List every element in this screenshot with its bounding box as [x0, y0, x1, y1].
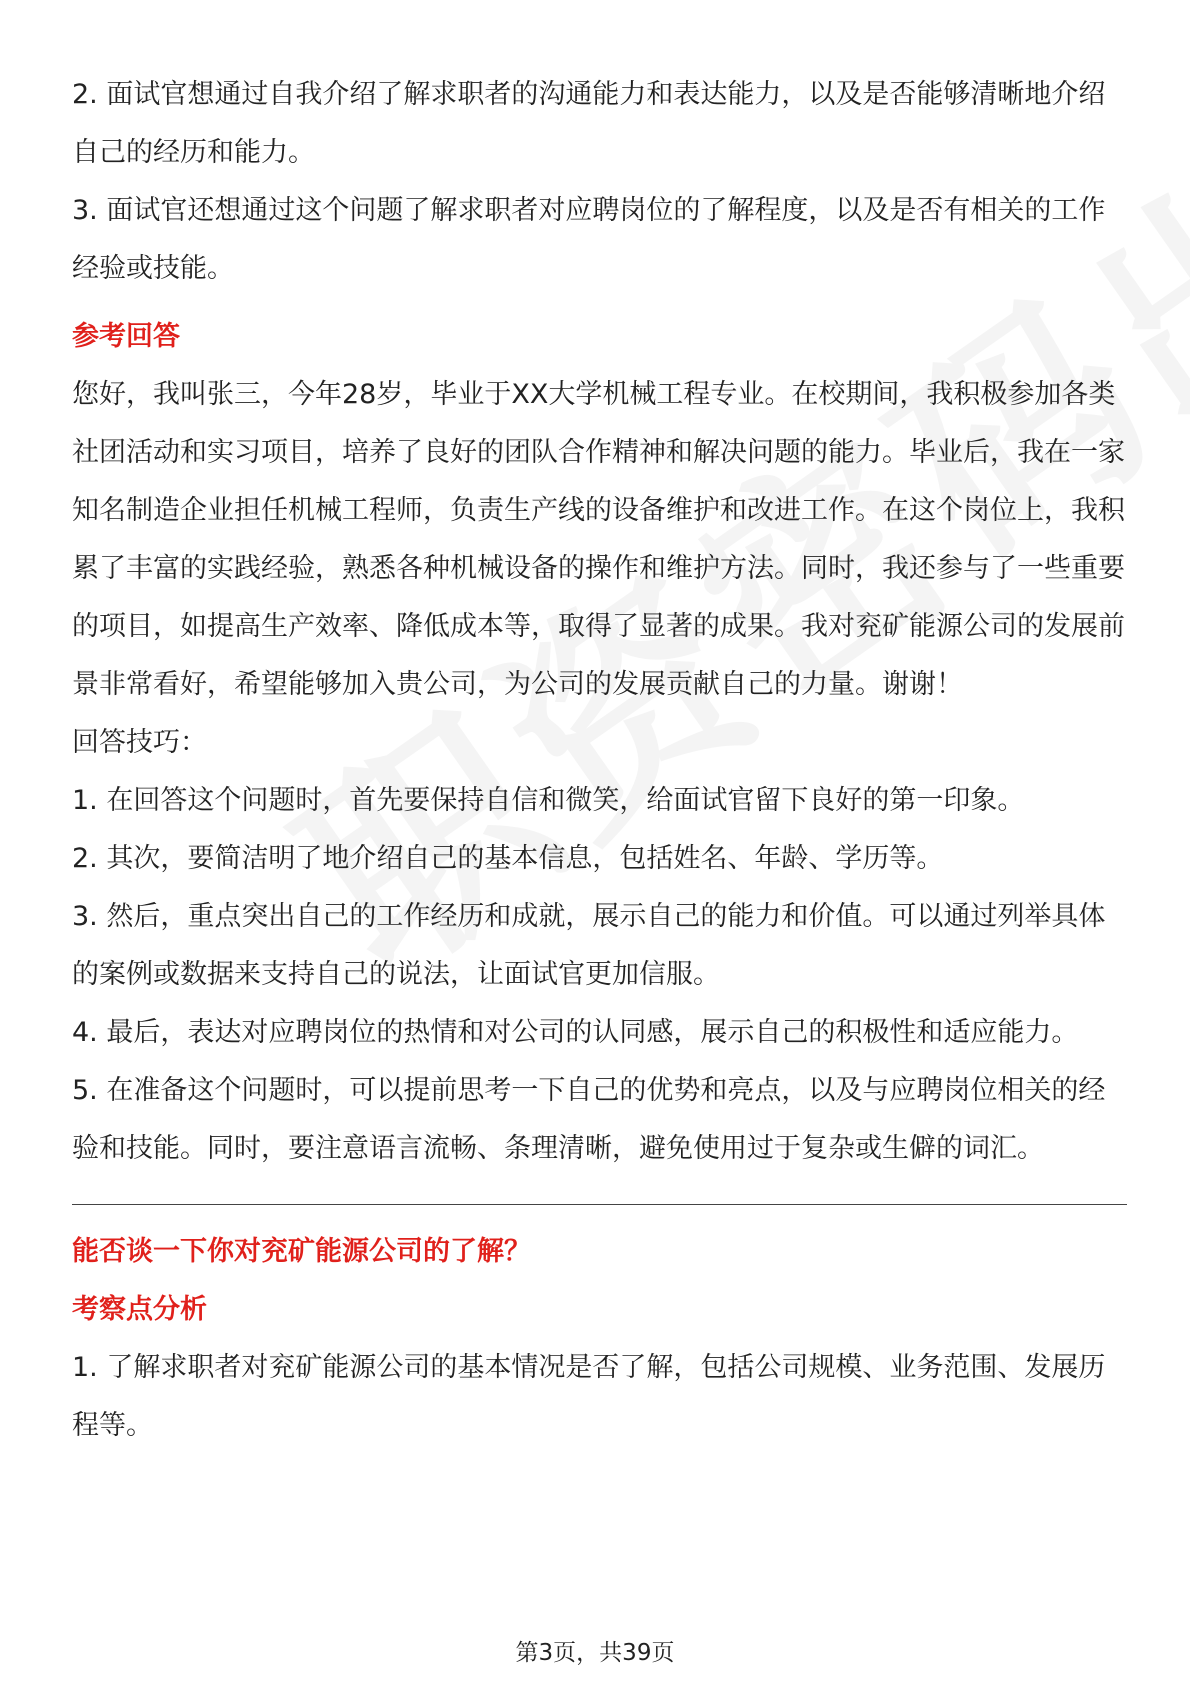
answer-heading: 参考回答 [72, 321, 180, 352]
list-item: 2. 面试官想通过自我介绍了解求职者的沟通能力和表达能力，以及是否能够清晰地介绍自己的经历和能力。 [72, 79, 1106, 168]
document-body [72, 66, 1127, 1455]
answer-paragraph: 您好，我叫张三，今年28岁，毕业于XX大学机械工程专业。在校期间，我积极参加各类社团活动和实习项目，培养了良好的团队合作精神和解决问题的能力。毕业后，我在一家知名制造企业担任机械工程师，负责生产线的设备维护和改进工作。在这个岗位上，我积累了丰富的实践经验，熟悉各种机械设备的操作和维护方法。同时，我还参与了一些重要的项目，如提高生产效率、降低成本等，取得了显著的成果。我对兖矿能源公司的发展前景非常看好，希望能够加入贵公司，为公司的发展贡献自己的力量。谢谢！ [72, 379, 1125, 700]
list-item: 1. 了解求职者对兖矿能源公司的基本情况是否了解，包括公司规模、业务范围、发展历程等。 [72, 1352, 1106, 1441]
list-item: 2. 其次，要简洁明了地介绍自己的基本信息，包括姓名、年龄、学历等。 [72, 843, 944, 874]
question-heading: 能否谈一下你对兖矿能源公司的了解？ [72, 1236, 531, 1267]
tips-label: 回答技巧： [72, 727, 207, 758]
list-item: 4. 最后，表达对应聘岗位的热情和对公司的认同感，展示自己的积极性和适应能力。 [72, 1017, 1079, 1048]
list-item: 5. 在准备这个问题时，可以提前思考一下自己的优势和亮点，以及与应聘岗位相关的经验和技能。同时，要注意语言流畅、条理清晰，避免使用过于复杂或生僻的词汇。 [72, 1075, 1106, 1164]
analysis-heading: 考察点分析 [72, 1294, 207, 1325]
list-item: 1. 在回答这个问题时，首先要保持自信和微笑，给面试官留下良好的第一印象。 [72, 785, 1025, 816]
list-item: 3. 面试官还想通过这个问题了解求职者对应聘岗位的了解程度，以及是否有相关的工作经验或技能。 [72, 195, 1106, 284]
page-number: 第3页，共39页 [515, 1640, 675, 1666]
list-item: 3. 然后，重点突出自己的工作经历和成就，展示自己的能力和价值。可以通过列举具体的案例或数据来支持自己的说法，让面试官更加信服。 [72, 901, 1106, 990]
section-divider [72, 1204, 1127, 1205]
